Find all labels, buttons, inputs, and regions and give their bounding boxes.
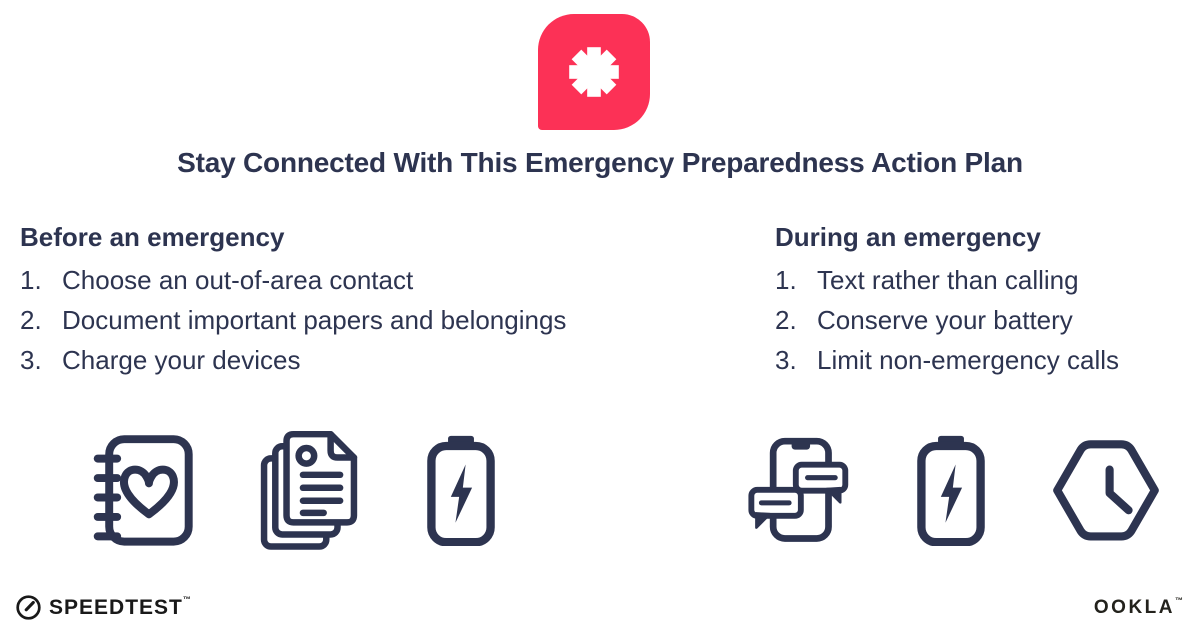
list-number: 3.: [20, 345, 42, 375]
list-item: [20, 260, 566, 300]
list-item: [775, 340, 1119, 380]
list-item: [775, 300, 1119, 340]
list-item: [775, 260, 1119, 300]
list-number: 3.: [775, 345, 797, 375]
before-list: [20, 260, 566, 380]
battery-charge-icon: [914, 434, 988, 547]
list-number: 2.: [775, 305, 797, 335]
list-item: [20, 340, 566, 380]
list-text: Choose an out-of-area contact: [62, 265, 414, 295]
ookla-logo: OOKLA™: [1093, 596, 1183, 618]
emergency-asterisk-icon: [563, 41, 625, 103]
list-number: 1.: [775, 265, 797, 295]
documents-stack-icon: [258, 429, 360, 552]
emergency-asterisk-badge: [538, 14, 650, 130]
during-icons-row: [748, 427, 1162, 553]
list-text: Text rather than calling: [817, 265, 1079, 295]
list-text: Conserve your battery: [817, 305, 1073, 335]
list-number: 2.: [20, 305, 42, 335]
speedtest-wordmark: SPEEDTEST™: [49, 594, 191, 619]
section-before-emergency: [20, 221, 566, 380]
battery-charge-icon: [424, 434, 498, 547]
ookla-trademark: ™: [1175, 596, 1183, 605]
contacts-notebook-icon: [88, 433, 194, 548]
page-title: Stay Connected With This Emergency Preparedness Action Plan: [177, 147, 1023, 178]
list-item: [20, 300, 566, 340]
list-text: Limit non-emergency calls: [817, 345, 1120, 375]
list-text: Charge your devices: [62, 345, 301, 375]
during-list: [775, 260, 1119, 380]
speedtest-trademark: ™: [182, 594, 191, 604]
before-icons-row: [88, 427, 498, 553]
phone-messages-icon: [748, 437, 852, 543]
speedtest-logo: [15, 594, 191, 621]
section-during-emergency: [775, 221, 1119, 380]
time-limit-clock-icon: [1050, 438, 1162, 543]
section-heading: Before an emergency: [20, 222, 285, 252]
list-number: 1.: [20, 265, 42, 295]
section-heading: During an emergency: [775, 222, 1041, 252]
speedtest-gauge-icon: [15, 594, 42, 621]
list-text: Document important papers and belongings: [62, 305, 567, 335]
